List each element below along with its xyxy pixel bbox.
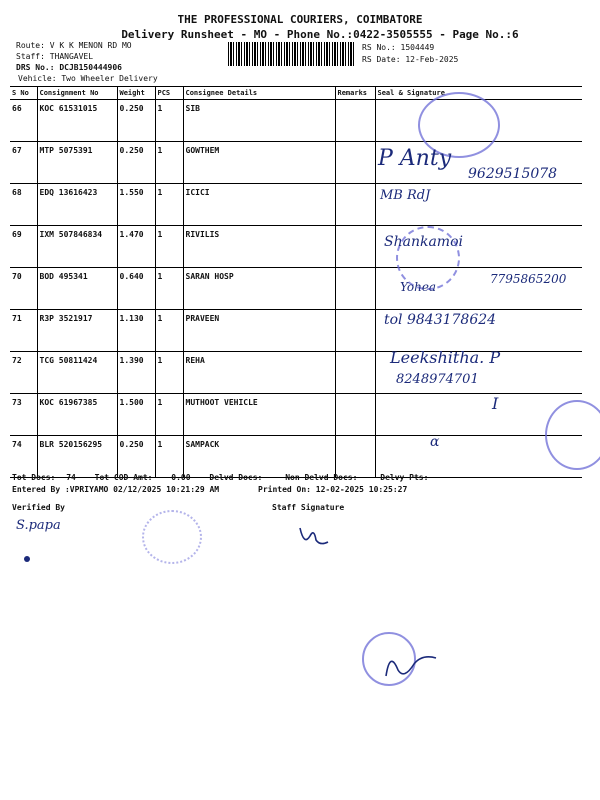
col-seal-signature: Seal & Signature xyxy=(375,87,582,100)
rs-date: RS Date: 12-Feb-2025 xyxy=(362,55,459,64)
table-row xyxy=(10,226,582,268)
cell-pcs: 1 xyxy=(155,310,183,352)
cell-consignment: KOC 61531015 xyxy=(37,100,117,142)
tot-docs-value: 74 xyxy=(66,473,76,482)
cell-sno: 72 xyxy=(10,352,37,394)
signature-row69: Shankamoi xyxy=(384,234,463,250)
signature-row73: I xyxy=(492,394,499,413)
cell-consignment: TCG 50811424 xyxy=(37,352,117,394)
table-row xyxy=(10,184,582,226)
cell-consignee: RIVILIS xyxy=(183,226,335,268)
col-consignee: Consignee Details xyxy=(183,87,335,100)
cell-weight: 1.390 xyxy=(117,352,155,394)
phone-row67: 9629515078 xyxy=(468,166,558,182)
cell-consignee: GOWTHEM xyxy=(183,142,335,184)
runsheet-title: Delivery Runsheet - MO - Phone No.:0422-3505555 - Page No.:6 xyxy=(121,28,519,41)
cell-pcs: 1 xyxy=(155,394,183,436)
cell-consignee: PRAVEEN xyxy=(183,310,335,352)
cell-sno: 69 xyxy=(10,226,37,268)
cell-consignee: MUTHOOT VEHICLE xyxy=(183,394,335,436)
cell-remarks xyxy=(335,310,375,352)
bottom-signature-mark xyxy=(380,646,440,682)
ink-dot xyxy=(24,556,30,562)
cell-consignment: MTP 5075391 xyxy=(37,142,117,184)
delvd-label: Delvd Docs: xyxy=(209,473,263,482)
barcode xyxy=(228,42,354,66)
col-pcs: PCS xyxy=(155,87,183,100)
cell-sno: 68 xyxy=(10,184,37,226)
delvy-pts-label: Delvy Pts: xyxy=(380,473,429,482)
col-remarks: Remarks xyxy=(335,87,375,100)
cell-pcs: 1 xyxy=(155,268,183,310)
totals-line xyxy=(12,473,428,482)
cod-value: 0.00 xyxy=(171,473,191,482)
signature-row70: Yohea xyxy=(400,280,437,294)
partial-stamp xyxy=(545,400,600,470)
phone-row72: 8248974701 xyxy=(396,372,479,387)
rs-number: RS No.: 1504449 xyxy=(362,43,435,52)
entered-by: Entered By :VPRIYAMO 02/12/2025 10:21:29 AM xyxy=(12,485,220,494)
cell-pcs: 1 xyxy=(155,184,183,226)
drs-label: DRS No.: DCJB150444906 xyxy=(16,63,122,72)
cell-weight: 1.550 xyxy=(117,184,155,226)
cell-pcs: 1 xyxy=(155,100,183,142)
phone-row70: 7795865200 xyxy=(490,272,567,286)
cell-consignee: ICICI xyxy=(183,184,335,226)
cell-remarks xyxy=(335,352,375,394)
cell-remarks xyxy=(335,100,375,142)
cell-consignment: BOD 495341 xyxy=(37,268,117,310)
table-row xyxy=(10,436,582,478)
cell-weight: 1.130 xyxy=(117,310,155,352)
cell-pcs: 1 xyxy=(155,142,183,184)
vehicle-label: Vehicle: Two Wheeler Delivery xyxy=(18,74,158,83)
company-title: THE PROFESSIONAL COURIERS, COIMBATORE xyxy=(177,13,423,26)
signature-row74: α xyxy=(430,434,440,450)
cell-consignee: SARAN HOSP xyxy=(183,268,335,310)
cell-consignee: SAMPACK xyxy=(183,436,335,478)
cell-pcs: 1 xyxy=(155,436,183,478)
cell-pcs: 1 xyxy=(155,352,183,394)
cell-consignment: R3P 3521917 xyxy=(37,310,117,352)
verified-by-label: Verified By xyxy=(12,503,65,512)
staff-signature-label: Staff Signature xyxy=(272,503,345,512)
cell-consignment: KOC 61967385 xyxy=(37,394,117,436)
cell-remarks xyxy=(335,394,375,436)
cell-weight: 1.470 xyxy=(117,226,155,268)
col-sno: S No xyxy=(10,87,37,100)
cell-sno: 71 xyxy=(10,310,37,352)
cell-remarks xyxy=(335,226,375,268)
cell-remarks xyxy=(335,142,375,184)
cell-sno: 66 xyxy=(10,100,37,142)
table-header-row xyxy=(10,87,582,100)
cell-pcs: 1 xyxy=(155,226,183,268)
cell-consignee: REHA xyxy=(183,352,335,394)
printed-on: Printed On: 12-02-2025 10:25:27 xyxy=(258,485,408,494)
cell-remarks xyxy=(335,268,375,310)
signature-row71: tol 9843178624 xyxy=(384,312,497,328)
cod-label: Tot COD Amt: xyxy=(94,473,153,482)
col-consignment: Consignment No xyxy=(37,87,117,100)
cell-remarks xyxy=(335,184,375,226)
cell-weight: 0.250 xyxy=(117,142,155,184)
route-label: Route: V K K MENON RD MO xyxy=(16,41,132,50)
cell-consignment: BLR 520156295 xyxy=(37,436,117,478)
cell-consignee: SIB xyxy=(183,100,335,142)
tot-docs-label: Tot Docs: xyxy=(12,473,56,482)
cell-sno: 70 xyxy=(10,268,37,310)
cell-weight: 0.250 xyxy=(117,436,155,478)
staff-label: Staff: THANGAVEL xyxy=(16,52,94,61)
signature-row72: Leekshitha. P xyxy=(390,348,501,367)
cell-sno: 67 xyxy=(10,142,37,184)
cell-remarks xyxy=(335,436,375,478)
col-weight: Weight xyxy=(117,87,155,100)
table-row xyxy=(10,310,582,352)
signature-row67: P Anty xyxy=(378,146,452,171)
cell-weight: 0.640 xyxy=(117,268,155,310)
non-delvd-label: Non Delvd Docs: xyxy=(285,473,358,482)
verified-signature: S.papa xyxy=(16,518,61,533)
cell-consignment: IXM 507846834 xyxy=(37,226,117,268)
signature-row68: MB RdJ xyxy=(380,188,431,203)
cell-consignment: EDQ 13616423 xyxy=(37,184,117,226)
cell-sno: 74 xyxy=(10,436,37,478)
staff-signature-mark xyxy=(296,524,332,550)
faded-stamp xyxy=(142,510,202,564)
cell-weight: 1.500 xyxy=(117,394,155,436)
cell-weight: 0.250 xyxy=(117,100,155,142)
cell-sno: 73 xyxy=(10,394,37,436)
